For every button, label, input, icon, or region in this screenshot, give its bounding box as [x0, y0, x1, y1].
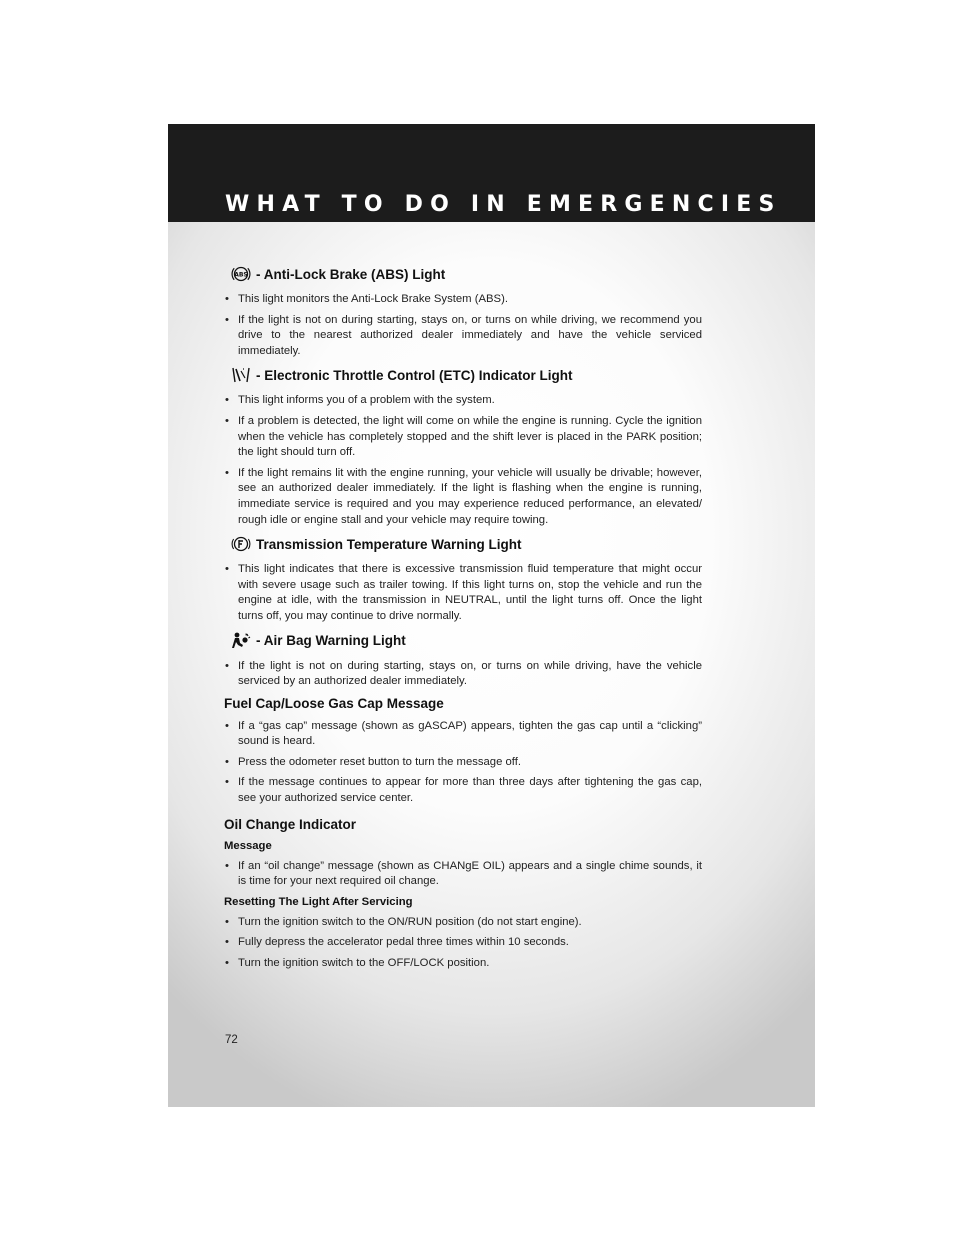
list-item: • If the light is not on during starting, stays on, or turns on while driving, have the vehicle serviced by an authorized dealer immediately.: [224, 659, 702, 690]
header-banner: [168, 124, 815, 222]
airbag-warning-icon: [230, 631, 252, 651]
list-item: • If the light remains lit with the engine running, your vehicle will usually be drivable; however, see an authorized dealer immediately. If the light is flashing when the engine is running, immediate service is required and you may experience reduced performance, an elevated/ rough idle or engine stall and your vehicle may require towing.: [224, 466, 702, 528]
list-item: • This light monitors the Anti-Lock Brake System (ABS).: [224, 292, 702, 308]
transmission-bullet-list: [224, 562, 702, 624]
oil-section-title: Oil Change Indicator: [224, 816, 357, 832]
oil-reset-bullet-list: [224, 915, 702, 972]
fuelcap-bullet-list: [224, 719, 702, 807]
abs-warning-icon: [230, 264, 252, 284]
etc-bullet-list: [224, 393, 702, 528]
abs-bullet-list: [224, 292, 702, 359]
airbag-section-title: - Air Bag Warning Light: [256, 633, 406, 648]
list-item: • Turn the ignition switch to the OFF/LOCK position.: [224, 956, 702, 972]
page-content: [224, 264, 702, 978]
svg-text:ABS: ABS: [234, 271, 248, 279]
list-item: • If the message continues to appear for more than three days after tightening the gas cap, see your authorized service center.: [224, 775, 702, 806]
fuelcap-section-heading: [224, 696, 702, 711]
etc-throttle-icon: [230, 365, 252, 385]
etc-section-title: - Electronic Throttle Control (ETC) Indicator Light: [256, 367, 573, 383]
list-item: • Fully depress the accelerator pedal three times within 10 seconds.: [224, 935, 702, 951]
list-item: • If an “oil change” message (shown as CHANgE OIL) appears and a single chime sounds, it is time for your next required oil change.: [224, 859, 702, 890]
page-title: WHAT TO DO IN EMERGENCIES: [225, 192, 782, 217]
list-item: • Press the odometer reset button to turn the message off.: [224, 755, 702, 771]
manual-page: [168, 124, 815, 1107]
airbag-section-heading: [230, 631, 702, 651]
oil-reset-subheading: Resetting The Light After Servicing: [224, 895, 413, 908]
transmission-section-title: Transmission Temperature Warning Light: [256, 536, 522, 552]
airbag-bullet-list: [224, 659, 702, 690]
abs-section-heading: [230, 264, 702, 284]
page-number: 72: [225, 1034, 238, 1046]
list-item: • This light indicates that there is excessive transmission fluid temperature that might occur with severe usage such as trailer towing. If this light turns on, stop the vehicle and run the engine at idle, with the transmission in NEUTRAL, until the light turns off. Once the light turns off, you may continue to drive normally.: [224, 562, 702, 624]
abs-section-title: - Anti-Lock Brake (ABS) Light: [256, 266, 446, 282]
list-item: • Turn the ignition switch to the ON/RUN position (do not start engine).: [224, 915, 702, 931]
oil-message-subheading: Message: [224, 839, 272, 852]
transmission-temperature-icon: [230, 534, 252, 554]
transmission-section-heading: [230, 534, 702, 554]
oil-message-bullet-list: [224, 859, 702, 890]
etc-section-heading: [230, 365, 702, 385]
oil-section-heading: [224, 817, 702, 832]
fuelcap-section-title: Fuel Cap/Loose Gas Cap Message: [224, 695, 444, 711]
list-item: • If a problem is detected, the light will come on while the engine is running. Cycle the ignition when the vehicle has completely stopped and the shift lever is placed in the PARK position; the light should turn off.: [224, 414, 702, 461]
list-item: • This light informs you of a problem with the system.: [224, 393, 702, 409]
list-item: • If the light is not on during starting, stays on, or turns on while driving, we recommend you drive to the nearest authorized dealer immediately and have the vehicle serviced immediately.: [224, 313, 702, 360]
list-item: • If a “gas cap” message (shown as gASCAP) appears, tighten the gas cap until a “clicking” sound is heard.: [224, 719, 702, 750]
